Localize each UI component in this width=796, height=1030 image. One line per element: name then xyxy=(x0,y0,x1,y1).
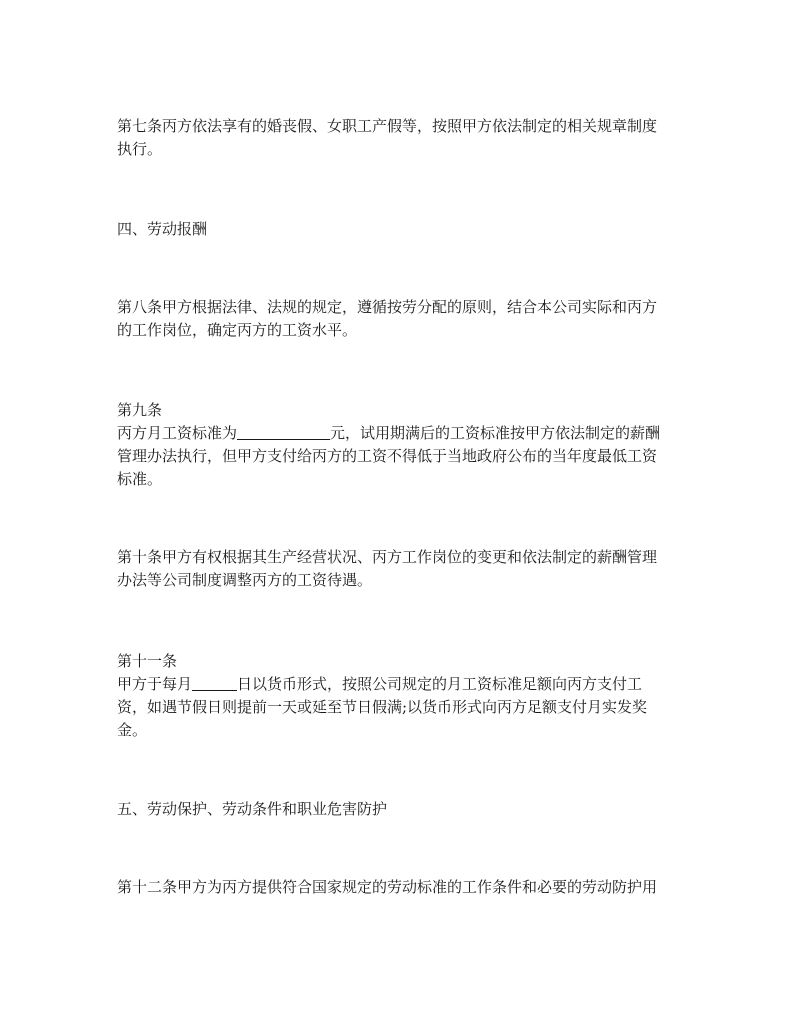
article-9 xyxy=(117,399,687,491)
article-8-line-2: 的工作岗位，确定丙方的工资水平。 xyxy=(117,321,358,339)
article-10-line-1: 第十条甲方有权根据其生产经营状况、丙方工作岗位的变更和依法制定的薪酬管理 xyxy=(117,548,658,566)
section-5-heading xyxy=(117,798,687,821)
article-10-line-2: 办法等公司制度调整丙方的工资待遇。 xyxy=(117,571,373,589)
payday-blank xyxy=(192,675,237,691)
article-8-line-1: 第八条甲方根据法律、法规的规定，遵循按劳分配的原则，结合本公司实际和丙方 xyxy=(117,298,658,316)
article-7-line-2: 执行。 xyxy=(117,140,163,158)
article-8 xyxy=(117,296,687,342)
section-4-heading xyxy=(117,218,687,241)
article-9-line-1-after: 元，试用期满后的工资标准按甲方依法制定的薪酬 xyxy=(330,424,661,442)
article-7 xyxy=(117,115,687,161)
article-11-line-1-before: 甲方于每月 xyxy=(117,675,193,693)
section-5-title: 五、劳动保护、劳动条件和职业危害防护 xyxy=(117,800,388,818)
article-11-line-3: 金。 xyxy=(117,721,148,739)
salary-amount-blank xyxy=(237,424,330,440)
article-9-line-3: 标准。 xyxy=(117,470,163,488)
article-11-title: 第十一条 xyxy=(117,652,178,670)
article-11-line-2: 资，如遇节假日则提前一天或延至节日假满;以货币形式向丙方足额支付月实发奖 xyxy=(117,698,648,716)
section-4-title: 四、劳动报酬 xyxy=(117,220,208,238)
article-9-title: 第九条 xyxy=(117,401,163,419)
article-12-line-1: 第十二条甲方为丙方提供符合国家规定的劳动标准的工作条件和必要的劳动防护用 xyxy=(117,878,658,896)
article-11-line-1 xyxy=(117,673,687,696)
article-11 xyxy=(117,650,687,742)
article-10 xyxy=(117,546,687,592)
article-9-line-1-before: 丙方月工资标准为 xyxy=(117,424,238,442)
article-12 xyxy=(117,876,687,899)
article-11-line-1-after: 日以货币形式，按照公司规定的月工资标准足额向丙方支付工 xyxy=(237,675,643,693)
article-7-line-1: 第七条丙方依法享有的婚丧假、女职工产假等，按照甲方依法制定的相关规章制度 xyxy=(117,117,658,135)
article-9-line-2: 管理办法执行，但甲方支付给丙方的工资不得低于当地政府公布的当年度最低工资 xyxy=(117,447,658,465)
article-9-line-1 xyxy=(117,422,687,445)
